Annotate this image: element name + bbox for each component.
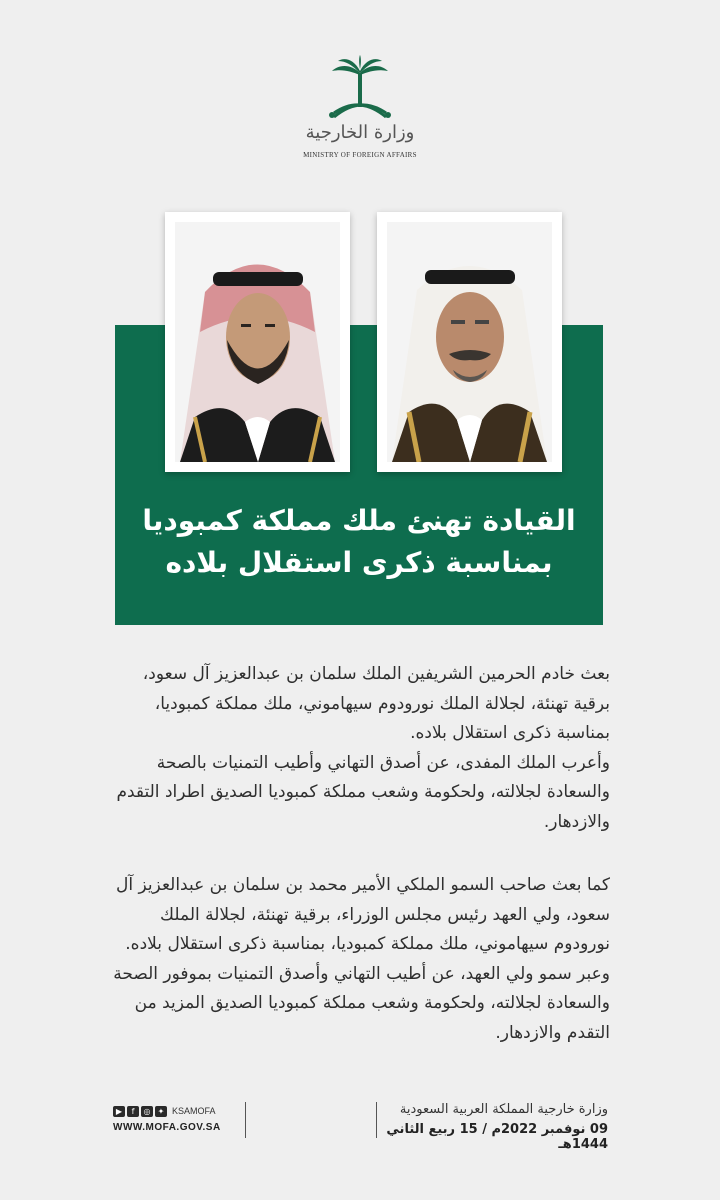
article-body [110, 660, 610, 1048]
ministry-logo-arabic: وزارة الخارجية [305, 122, 415, 143]
twitter-icon[interactable]: ✦ [155, 1106, 167, 1117]
website-link[interactable]: WWW.MOFA.GOV.SA [113, 1122, 221, 1133]
headline-line-1: القيادة تهنئ ملك مملكة كمبوديا [142, 504, 576, 537]
social-handle[interactable]: KSAMOFA [172, 1106, 216, 1116]
instagram-icon[interactable]: ◎ [141, 1106, 153, 1117]
body-paragraph-1: بعث خادم الحرمين الشريفين الملك سلمان بن عبدالعزيز آل سعود، برقية تهنئة، لجلالة الملك نورودوم سيهاموني، ملك مملكة كمبوديا، بمناسبة ذكرى استقلال بلاده. [142, 664, 610, 743]
publication-date: 09 نوفمبر 2022م / 15 ربيع الثاني 1444هـ [386, 1122, 608, 1152]
headline [115, 500, 603, 584]
facebook-icon[interactable]: f [127, 1106, 139, 1117]
portrait-crown-prince [175, 222, 340, 462]
portrait-king [387, 222, 552, 462]
palm-and-swords-emblem-icon [320, 55, 400, 125]
footer-divider [245, 1102, 246, 1138]
ministry-signature: وزارة خارجية المملكة العربية السعودية [399, 1102, 608, 1117]
body-paragraph-3: كما بعث صاحب السمو الملكي الأمير محمد بن سلمان بن عبدالعزيز آل سعود، ولي العهد رئيس مجلس الوزراء، برقية تهنئة، لجلالة الملك نورودوم سيهاموني، ملك مملكة كمبوديا، بمناسبة ذكرى استقلال بلاده. [115, 875, 610, 954]
headline-line-2: بمناسبة ذكرى استقلال بلاده [165, 546, 553, 579]
body-paragraph-4: وعبر سمو ولي العهد، عن أطيب التهاني وأصدق التمنيات بموفور الصحة والسعادة لجلالته، ولحكومة وشعب مملكة كمبوديا الصديق المزيد من التقدم والازدهار. [113, 963, 610, 1043]
paragraph-spacer [110, 837, 610, 871]
ministry-logo-english: MINISTRY OF FOREIGN AFFAIRS [303, 151, 417, 159]
footer-divider [376, 1102, 377, 1138]
portrait-frame-king [377, 212, 562, 472]
body-paragraph-2: وأعرب الملك المفدى، عن أصدق التهاني وأطيب التمنيات بالصحة والسعادة لجلالته، ولحكومة وشعب مملكة كمبوديا الصديق اطراد التقدم والازدهار. [116, 752, 610, 832]
social-links [113, 1104, 216, 1118]
youtube-icon[interactable]: ▶ [113, 1106, 125, 1117]
portrait-frame-crown-prince [165, 212, 350, 472]
